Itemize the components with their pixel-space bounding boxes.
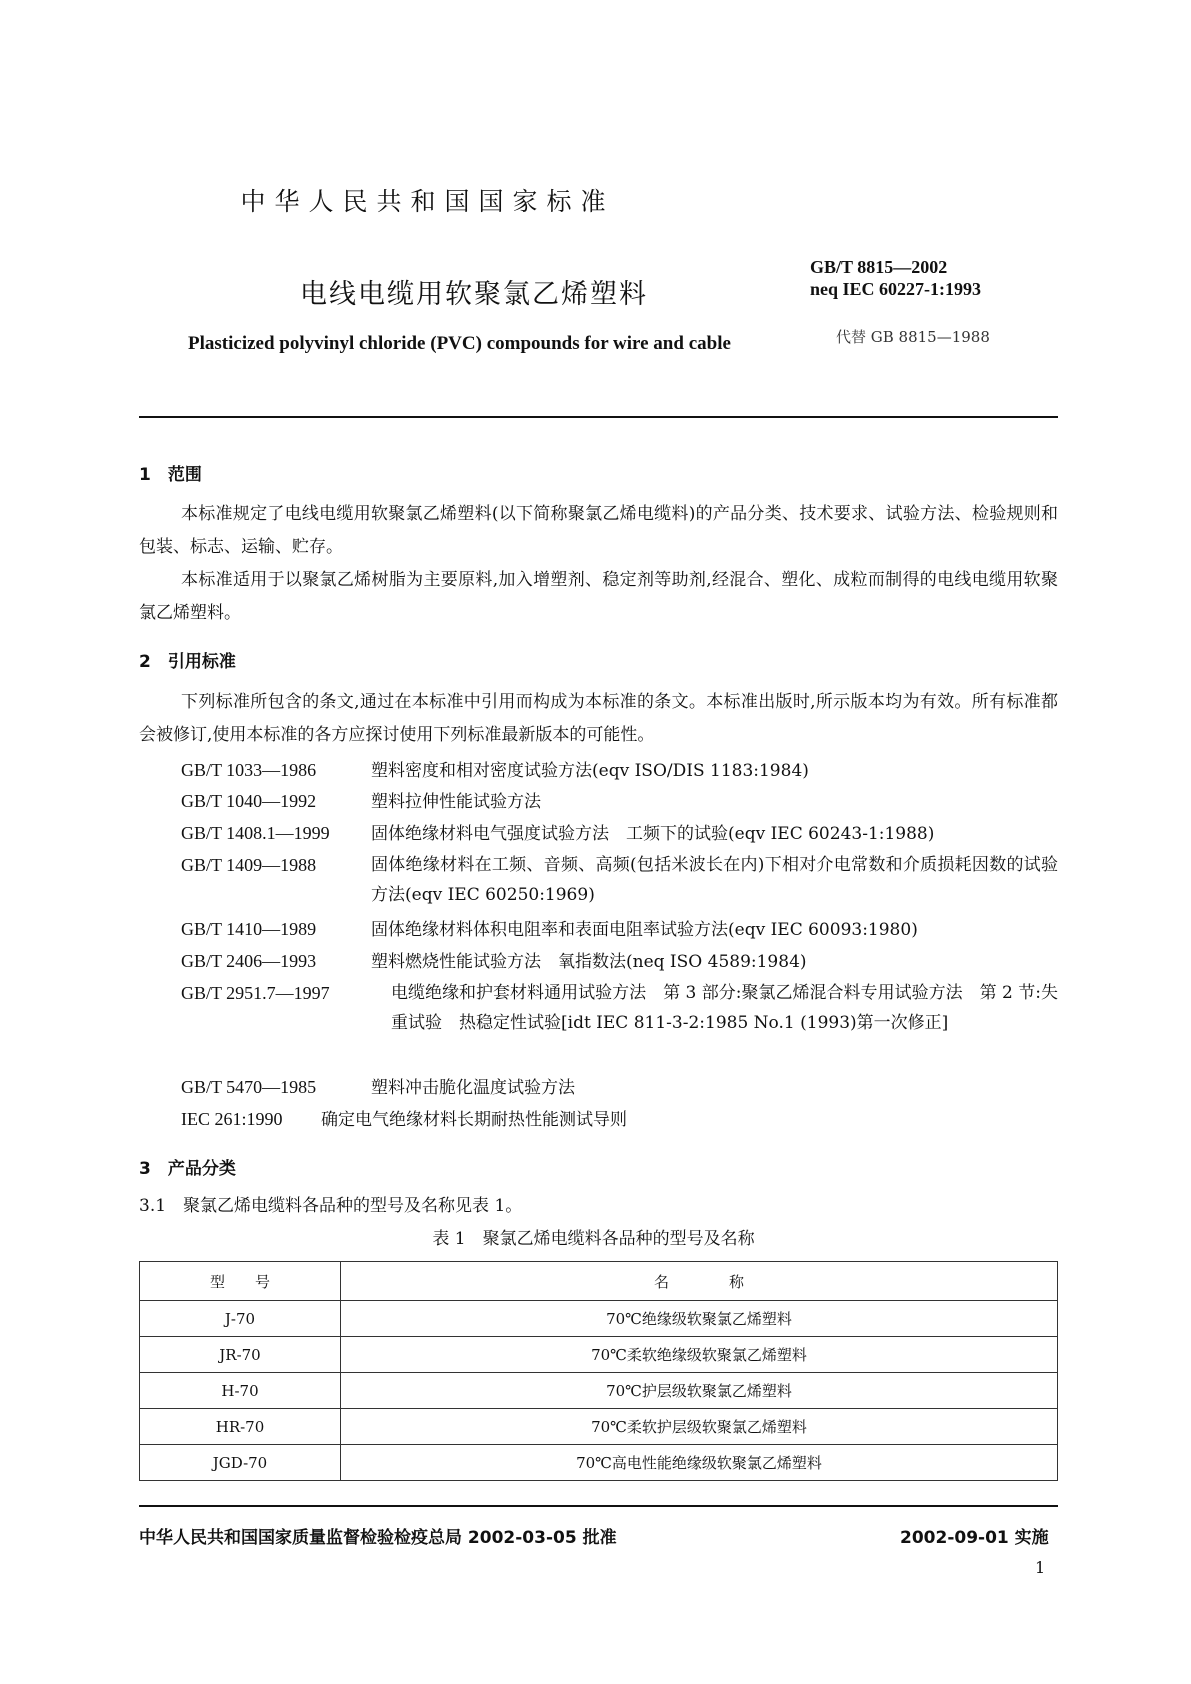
reference-code: GB/T 2951.7—1997 bbox=[181, 983, 330, 1003]
table-row bbox=[140, 1337, 1058, 1373]
reference-title: 固体绝缘材料电气强度试验方法 工频下的试验(eqv IEC 60243-1:1988) bbox=[371, 824, 935, 844]
cell-model: H-70 bbox=[140, 1373, 341, 1409]
section-1-heading: 1 范围 bbox=[139, 465, 202, 485]
column-header-name: 名 称 bbox=[341, 1262, 1058, 1301]
cell-model: JR-70 bbox=[140, 1337, 341, 1373]
cell-name: 70℃绝缘级软聚氯乙烯塑料 bbox=[341, 1301, 1058, 1337]
reference-item bbox=[181, 978, 1058, 1038]
footer-divider bbox=[139, 1505, 1058, 1507]
reference-item bbox=[181, 1104, 1058, 1135]
reference-code: IEC 261:1990 bbox=[181, 1109, 283, 1129]
reference-item bbox=[181, 1072, 1058, 1103]
section-3-1-text: 3.1 聚氯乙烯电缆料各品种的型号及名称见表 1。 bbox=[139, 1196, 523, 1216]
document-title-cn: 电线电缆用软聚氯乙烯塑料 bbox=[300, 279, 648, 310]
column-header-model: 型 号 bbox=[140, 1262, 341, 1301]
reference-code: GB/T 1033—1986 bbox=[181, 760, 317, 780]
cell-model: JGD-70 bbox=[140, 1445, 341, 1481]
implementation-date: 2002-09-01 实施 bbox=[900, 1528, 1049, 1548]
reference-code: GB/T 1410—1989 bbox=[181, 919, 317, 939]
cell-name: 70℃护层级软聚氯乙烯塑料 bbox=[341, 1373, 1058, 1409]
standard-code: GB/T 8815—2002 bbox=[810, 257, 948, 277]
approval-line: 中华人民共和国国家质量监督检验检疫总局 2002-03-05 批准 bbox=[139, 1528, 617, 1548]
section-3-heading: 3 产品分类 bbox=[139, 1159, 236, 1179]
cell-name: 70℃柔软护层级软聚氯乙烯塑料 bbox=[341, 1409, 1058, 1445]
table-row bbox=[140, 1409, 1058, 1445]
cell-model: HR-70 bbox=[140, 1409, 341, 1445]
reference-item bbox=[181, 946, 1058, 977]
cell-model: J-70 bbox=[140, 1301, 341, 1337]
reference-title: 电缆绝缘和护套材料通用试验方法 第 3 部分:聚氯乙烯混合料专用试验方法 第 2 节:失重试验 热稳定性试验[idt IEC 811-3-2:1985 No.1 (1993)第一次修正] bbox=[391, 983, 1058, 1033]
cell-name: 70℃高电性能绝缘级软聚氯乙烯塑料 bbox=[341, 1445, 1058, 1481]
header-divider bbox=[139, 416, 1058, 418]
reference-code: GB/T 1408.1—1999 bbox=[181, 823, 330, 843]
reference-title: 塑料密度和相对密度试验方法(eqv ISO/DIS 1183:1984) bbox=[371, 761, 809, 781]
section-1-paragraph-2: 本标准适用于以聚氯乙烯树脂为主要原料,加入增塑剂、稳定剂等助剂,经混合、塑化、成粒而制得的电线电缆用软聚氯乙烯塑料。 bbox=[139, 570, 1058, 623]
national-standard-heading: 中华人民共和国国家标准 bbox=[240, 187, 615, 216]
section-2-heading: 2 引用标准 bbox=[139, 652, 236, 672]
reference-code: GB/T 1409—1988 bbox=[181, 855, 317, 875]
table-1 bbox=[139, 1261, 1058, 1481]
replaces-note: 代替 GB 8815—1988 bbox=[836, 328, 990, 346]
table-row bbox=[140, 1301, 1058, 1337]
table-row bbox=[140, 1445, 1058, 1481]
reference-item bbox=[181, 914, 1058, 945]
reference-title: 塑料燃烧性能试验方法 氧指数法(neq ISO 4589:1984) bbox=[371, 952, 807, 972]
reference-item bbox=[181, 755, 1058, 786]
standard-equivalence: neq IEC 60227-1:1993 bbox=[810, 279, 982, 299]
reference-title: 确定电气绝缘材料长期耐热性能测试导则 bbox=[321, 1110, 627, 1130]
reference-item bbox=[181, 786, 1058, 817]
reference-title: 固体绝缘材料体积电阻率和表面电阻率试验方法(eqv IEC 60093:1980) bbox=[371, 920, 918, 940]
standard-codes bbox=[810, 256, 981, 300]
document-title-en: Plasticized polyvinyl chloride (PVC) compounds for wire and cable bbox=[188, 333, 731, 354]
reference-title: 固体绝缘材料在工频、音频、高频(包括米波长在内)下相对介电常数和介质损耗因数的试验方法(eqv IEC 60250:1969) bbox=[371, 855, 1058, 905]
reference-code: GB/T 2406—1993 bbox=[181, 951, 317, 971]
table-1-caption: 表 1 聚氯乙烯电缆料各品种的型号及名称 bbox=[432, 1229, 755, 1249]
reference-code: GB/T 1040—1992 bbox=[181, 791, 317, 811]
table-header-row bbox=[140, 1262, 1058, 1301]
reference-title: 塑料冲击脆化温度试验方法 bbox=[371, 1078, 575, 1098]
page-number: 1 bbox=[1035, 1558, 1046, 1577]
section-1-paragraph-1: 本标准规定了电线电缆用软聚氯乙烯塑料(以下简称聚氯乙烯电缆料)的产品分类、技术要求、试验方法、检验规则和包装、标志、运输、贮存。 bbox=[139, 504, 1058, 557]
table-row bbox=[140, 1373, 1058, 1409]
reference-item bbox=[181, 850, 1058, 910]
reference-item bbox=[181, 818, 1058, 849]
section-2-paragraph-1: 下列标准所包含的条文,通过在本标准中引用而构成为本标准的条文。本标准出版时,所示版本均为有效。所有标准都会被修订,使用本标准的各方应探讨使用下列标准最新版本的可能性。 bbox=[139, 692, 1058, 745]
reference-code: GB/T 5470—1985 bbox=[181, 1077, 317, 1097]
cell-name: 70℃柔软绝缘级软聚氯乙烯塑料 bbox=[341, 1337, 1058, 1373]
reference-title: 塑料拉伸性能试验方法 bbox=[371, 792, 541, 812]
